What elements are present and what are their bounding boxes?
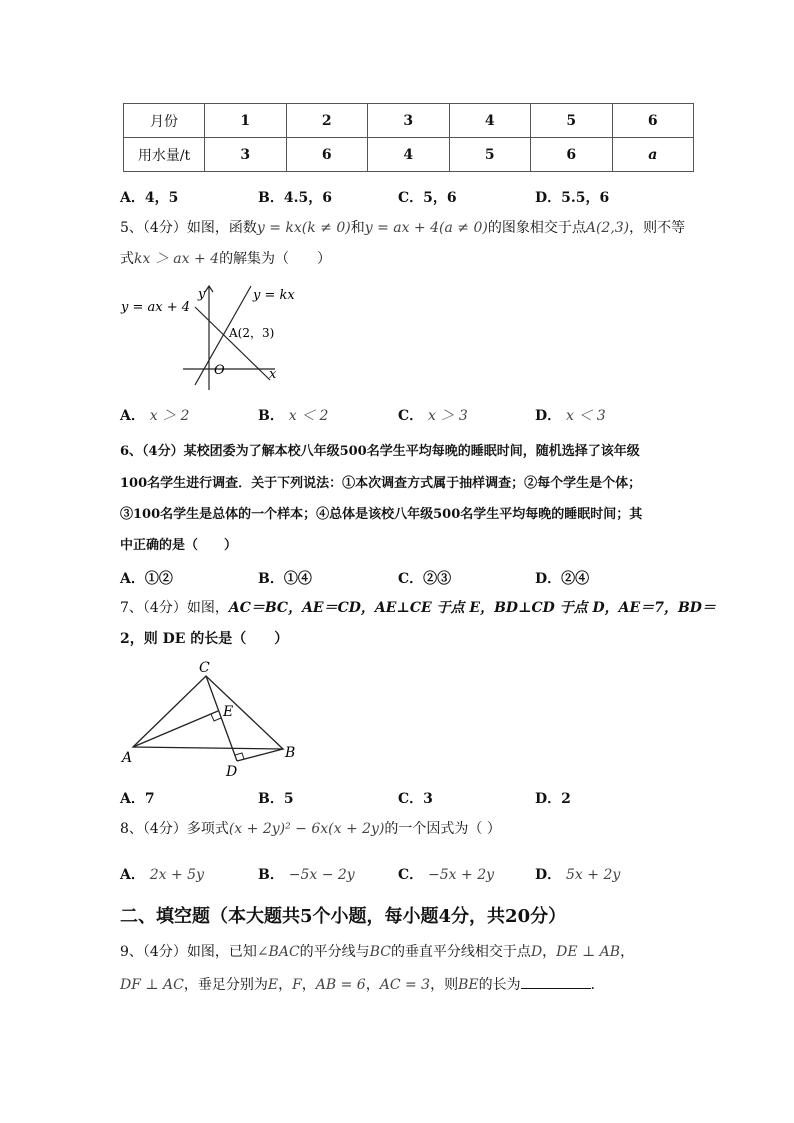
q5-option-d: [535, 405, 606, 425]
option-math: −5x + 2y: [428, 867, 495, 883]
q6-option-b: B．①④: [258, 571, 312, 587]
q5-line2: [120, 250, 331, 268]
q6-line1: 6、（4分）某校团委为了解本校八年级500名学生平均每晚的睡眠时间，随机选择了该年级: [120, 444, 640, 459]
q5-graph-figure: [115, 282, 295, 394]
q9-math: DE ⊥ AB: [556, 944, 621, 960]
option-math: 5x + 2y: [566, 867, 621, 883]
q8-option-b: [258, 864, 355, 884]
label-e: E: [223, 704, 234, 720]
label-y-axis: y: [198, 287, 206, 302]
q9-line2: [120, 974, 605, 994]
q9-math: D: [530, 944, 543, 960]
q9-text: ．: [590, 977, 605, 993]
q6-option-c: C．②③: [398, 571, 452, 587]
label-origin: O: [214, 363, 225, 378]
q5-math: y = kx: [256, 220, 302, 236]
q7-line2: 2，则 DE 的长是（ ）: [120, 631, 289, 647]
q5-line1: [120, 219, 685, 237]
q9-text: ，: [542, 944, 557, 960]
label-y-ax-plus-4: y = ax + 4: [121, 300, 191, 315]
option-math: x ＜ 3: [566, 408, 606, 424]
q7-option-c: C．3: [398, 791, 433, 807]
q7-option-a: A．7: [120, 791, 155, 807]
label-point-a: A(2，3): [229, 326, 275, 340]
right-angle-e: [211, 714, 221, 721]
answer-blank[interactable]: [521, 974, 591, 989]
q9-math: DF ⊥ AC: [120, 977, 184, 993]
option-letter: B．: [258, 408, 284, 424]
q5-text: ，则不等: [629, 220, 686, 236]
q8-math: (x + 2y)² − 6x(x + 2y): [228, 821, 385, 837]
table-cell: 6: [286, 138, 368, 172]
label-y-kx: y = kx: [253, 288, 295, 303]
segment-db: [237, 749, 283, 761]
label-b: B: [285, 745, 296, 761]
q7-text: 7、（4分）如图，: [120, 600, 229, 616]
table-cell: 2: [286, 104, 368, 138]
table-cell: 6: [531, 138, 613, 172]
segment-ae: [133, 711, 218, 747]
q9-math: ∠BAC: [256, 944, 300, 960]
q9-text: ，: [365, 977, 380, 993]
table-cell: a: [612, 138, 694, 172]
label-c: C: [199, 660, 210, 676]
option-math: x ＞ 3: [428, 408, 468, 424]
option-math: x ＜ 2: [288, 408, 329, 424]
q9-line1: [120, 943, 634, 961]
q6-line3: ③100名学生是总体的一个样本；④总体是该校八年级500名学生平均每晚的睡眠时间；其: [120, 507, 643, 522]
q5-math: y = ax + 4: [364, 220, 440, 236]
q9-math: AB = 6: [315, 977, 366, 993]
q6-option-d: D．②④: [535, 571, 590, 587]
q5-math: A(2,3): [585, 220, 630, 236]
q5-option-b: [258, 405, 328, 425]
q5-math: (a ≠ 0): [439, 220, 488, 236]
table-cell: 月份: [124, 104, 205, 138]
option-letter: D．: [535, 408, 562, 424]
q9-math: BE: [458, 977, 479, 993]
option-letter: C．: [398, 867, 424, 883]
table-cell: 用水量/t: [124, 138, 205, 172]
q5-text: 式: [120, 251, 134, 267]
table-cell: 1: [205, 104, 287, 138]
option-letter: C．: [398, 408, 424, 424]
q9-math: AC = 3: [379, 977, 431, 993]
q9-text: 的平分线与: [299, 944, 370, 960]
label-x-axis: x: [269, 367, 277, 382]
section-title: 二、填空题（本大题共5个小题，每小题4分，共20分）: [120, 906, 567, 927]
q4-option-a: A．4，5: [120, 190, 179, 206]
table-cell: 5: [531, 104, 613, 138]
label-d: D: [226, 764, 238, 780]
q7-math: AC＝BC，AE＝CD，AE⊥CE 于点 E，BD⊥CD 于点 D，AE＝7，BD＝: [228, 600, 716, 616]
q6-option-a: A．①②: [120, 571, 173, 587]
q9-text: ，: [278, 977, 293, 993]
q4-option-c: C．5，6: [398, 190, 457, 206]
q8-option-a: [120, 864, 204, 884]
q6-line2: 100名学生进行调查．关于下列说法：①本次调查方式属于抽样调查；②每个学生是个体；: [120, 476, 642, 491]
table-cell: 3: [205, 138, 287, 172]
q9-math: E: [267, 977, 279, 993]
q5-text: 的图象相交于点: [487, 220, 586, 236]
q4-option-d: D．5.5，6: [535, 190, 610, 206]
q9-text: ，: [620, 944, 635, 960]
option-math: −5x − 2y: [288, 867, 355, 883]
q8-option-c: [398, 864, 494, 884]
q7-triangle-figure: [118, 658, 303, 783]
q5-option-c: [398, 405, 468, 425]
q9-text: ，: [301, 977, 316, 993]
table-cell: 3: [368, 104, 450, 138]
q8-option-d: [535, 864, 620, 884]
table-row: [124, 104, 694, 138]
option-math: x ＞ 2: [149, 408, 190, 424]
q5-text: 5、（4分）如图，函数: [120, 220, 257, 236]
table-cell: 4: [449, 104, 531, 138]
q9-text: ，则: [430, 977, 459, 993]
q5-math: (k ≠ 0): [301, 220, 351, 236]
water-usage-table: [123, 103, 694, 172]
q9-math: F: [292, 977, 302, 993]
option-letter: A．: [120, 867, 145, 883]
q5-text: 的解集为（ ）: [219, 251, 332, 267]
option-letter: B．: [258, 867, 284, 883]
q9-math: BC: [369, 944, 391, 960]
q7-option-d: D．2: [535, 791, 571, 807]
q5-math: kx ＞ ax + 4: [134, 251, 220, 267]
table-cell: 4: [368, 138, 450, 172]
q8-text: 8、（4分）多项式: [120, 821, 229, 837]
q7-line1: [120, 599, 716, 617]
q5-text: 和: [350, 220, 365, 236]
q8-text: 的一个因式为（ ）: [384, 821, 501, 837]
option-letter: A．: [120, 408, 145, 424]
q8-line: [120, 820, 501, 838]
table-cell: 5: [449, 138, 531, 172]
option-math: 2x + 5y: [149, 867, 204, 883]
table-cell: 6: [612, 104, 694, 138]
option-letter: D．: [535, 867, 562, 883]
q9-text: ，垂足分别为: [183, 977, 268, 993]
q4-option-b: B．4.5，6: [258, 190, 332, 206]
q6-line4: 中正确的是（ ）: [120, 538, 238, 553]
q7-option-b: B．5: [258, 791, 294, 807]
label-a: A: [122, 750, 133, 766]
q9-text: 9、（4分）如图，已知: [120, 944, 257, 960]
q9-text: 的长为: [478, 977, 521, 993]
q5-option-a: [120, 405, 189, 425]
table-row: [124, 138, 694, 172]
q9-text: 的垂直平分线相交于点: [390, 944, 531, 960]
